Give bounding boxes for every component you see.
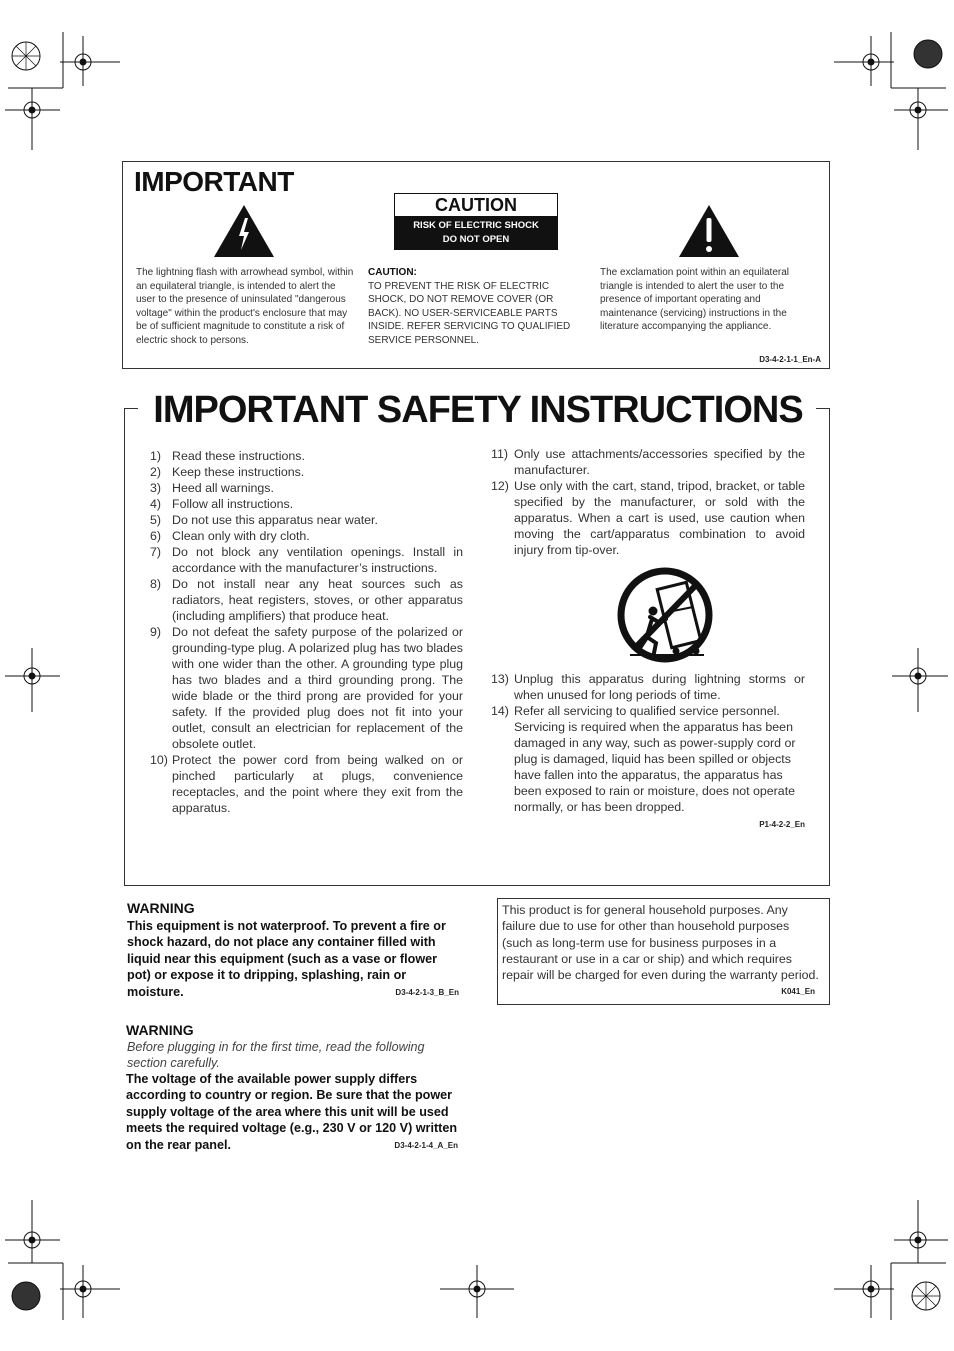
- warning-intro-2: Before plugging in for the first time, read the following section carefully.: [127, 1040, 425, 1070]
- list-item: 1) Read these instructions.: [150, 449, 305, 463]
- title-rule-left: [124, 408, 138, 409]
- caution-label-box: [394, 193, 558, 250]
- list-item: 11) Only use attachments/accessories specified by the manufacturer.: [491, 447, 805, 477]
- list-item: 5) Do not use this apparatus near water.: [150, 513, 378, 527]
- safety-code: P1-4-2-2_En: [759, 820, 805, 829]
- safety-title: IMPORTANT SAFETY INSTRUCTIONS: [153, 389, 803, 431]
- list-item: 10) Protect the power cord from being walked on or pinched particularly at plugs, convenience receptacles, and the point where they exit from the apparatus.: [150, 753, 463, 815]
- important-code: D3-4-2-1-1_En-A: [759, 355, 821, 364]
- household-notice-text: This product is for general household purposes. Any failure due to use for other than household purposes (such as long-term use for business purposes in a restaurant or use in a car or ship) and which requires repair will be charged for even during the warranty period.: [502, 903, 819, 983]
- warning-body-2: The voltage of the available power supply differs according to country or region. Be sure that the power supply voltage of the area where this unit will be used meets the required voltage (e.g., 230 V or 120 V) written on the rear panel.: [126, 1072, 458, 1152]
- lightning-description: The lightning flash with arrowhead symbol, within an equilateral triangle, is intended to alert the user to the presence of uninsulated "dangerous voltage" within the product's enclosure that may be of sufficient magnitude to constitute a risk of electric shock to persons.: [136, 267, 354, 346]
- list-item: 8) Do not install near any heat sources such as radiators, heat registers, stoves, or other apparatus (including amplifiers) that produce heat.: [150, 577, 463, 623]
- warning-heading-1: WARNING: [127, 900, 195, 916]
- warning-heading-2: WARNING: [126, 1022, 194, 1038]
- household-code: K041_En: [781, 987, 815, 996]
- caution-band-line2: DO NOT OPEN: [442, 234, 510, 245]
- exclamation-description: The exclamation point within an equilateral triangle is intended to alert the user to the presence of important operating and maintenance (servicing) instructions in the literature accompanying the appliance.: [600, 267, 789, 333]
- instructions-right-top: [491, 446, 805, 558]
- warning-code-2: D3-4-2-1-4_A_En: [394, 1141, 458, 1150]
- list-item: 13) Unplug this apparatus during lightning storms or when unused for long periods of time.: [491, 672, 805, 702]
- warning-body-1: This equipment is not waterproof. To prevent a fire or shock hazard, do not place any container filled with liquid near this equipment (such as a vase or flower pot) or expose it to dripping, splashing, rain or moisture.: [127, 919, 446, 999]
- list-item: 12) Use only with the cart, stand, tripod, bracket, or table specified by the manufacturer, or sold with the apparatus. When a cart is used, use caution when moving the cart/apparatus combination to avoid injury from tip-over.: [491, 479, 805, 557]
- list-item: 3) Heed all warnings.: [150, 481, 274, 495]
- list-item: 4) Follow all instructions.: [150, 497, 294, 511]
- list-item: 14) Refer all servicing to qualified service personnel. Servicing is required when the apparatus has been damaged in any way, such as power-supply cord or plug is damaged, liquid has been spilled or objects have fallen into the apparatus, the apparatus has been exposed to rain or moisture, does not operate normally, or has been dropped.: [491, 704, 796, 814]
- list-item: 2) Keep these instructions.: [150, 465, 305, 479]
- list-item: 9) Do not defeat the safety purpose of the polarized or grounding-type plug. A polarized plug has two blades with one wider than the other. A grounding type plug has two blades and a third grounding prong. The wide blade or the third prong are provided for your safety. If the provided plug does not fit into your outlet, consult an electrician for replacement of the obsolete outlet.: [150, 625, 463, 751]
- warning-code-1: D3-4-2-1-3_B_En: [395, 988, 459, 997]
- caution-label: CAUTION: [435, 195, 517, 215]
- instructions-right-bottom: [491, 671, 805, 815]
- instructions-left-column: [150, 448, 463, 816]
- caution-text: TO PREVENT THE RISK OF ELECTRIC SHOCK, DO NOT REMOVE COVER (OR BACK). NO USER-SERVICEABLE PARTS INSIDE. REFER SERVICING TO QUALIFIED SERVICE PERSONNEL.: [368, 280, 571, 346]
- lightning-warning-icon: [212, 203, 276, 259]
- exclamation-warning-icon: [677, 203, 741, 259]
- caution-heading: CAUTION:: [368, 267, 417, 278]
- list-item: 6) Clean only with dry cloth.: [150, 529, 310, 543]
- caution-band-line1: RISK OF ELECTRIC SHOCK: [413, 220, 539, 231]
- caution-band: [395, 216, 557, 249]
- important-title: IMPORTANT: [134, 166, 294, 197]
- cart-warning-icon: [616, 567, 714, 663]
- title-rule-right: [816, 408, 830, 409]
- caution-description: [368, 266, 582, 348]
- list-item: 7) Do not block any ventilation openings. Install in accordance with the manufacturer’s instructions.: [150, 545, 463, 575]
